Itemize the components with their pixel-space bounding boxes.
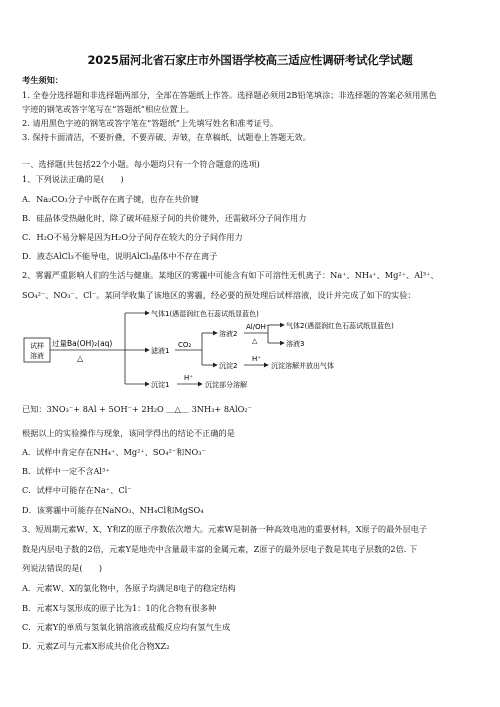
question-1-option-c: C．H₂O不易分解是因为H₂O分子间存在较大的分子间作用力	[22, 232, 243, 242]
question-3-option-a: A．元素W、X的氯化物中，各原子均满足8电子的稳定结构	[22, 583, 236, 593]
al-oh-label: Al/OH⁻	[246, 323, 270, 331]
question-3-stem: 数是内层电子数的2倍，元素Y是地壳中含量最丰富的金属元素，Z原子的最外层电子数是其电子层数的2倍. 下	[22, 544, 418, 554]
question-1-option-b: B．硅晶体受热融化时，除了破坏硅原子间的共价键外，还需破坏分子间作用力	[22, 213, 307, 223]
filtrate2-label: 溶液2	[219, 330, 238, 338]
heat-symbol: △	[77, 354, 84, 363]
page-title: 2025届河北省石家庄市外国语学校高三适应性调研考试化学试题	[87, 53, 413, 67]
gas2-label: 气体2(遇湿润红色石蕊试纸显蓝色)	[286, 322, 394, 330]
question-3-option-b: B．元素X与氢形成的原子比为1：1的化合物有很多种	[22, 603, 217, 613]
question-2-ask: 根据以上的实验操作与现象，该同学得出的结论不正确的是	[22, 428, 235, 438]
gas1-label: 气体1(遇湿润红色石蕊试纸显蓝色)	[151, 310, 259, 318]
experiment-flow-diagram	[22, 303, 482, 398]
question-2-option-d: D．该雾霾中可能存在NaNO₃、NH₄Cl和MgSO₄	[22, 505, 204, 515]
h-plus-label-2: H⁺	[184, 374, 193, 382]
reagent-label: 过量Ba(OH)₂(aq)	[52, 339, 113, 348]
h-plus-label: H⁺	[252, 355, 261, 363]
precip1-result: 沉淀部分溶解	[205, 381, 247, 389]
precip1-label: 沉淀1	[151, 381, 170, 389]
section-heading: 一、选择题(共包括22个小题。每小题均只有一个符合题意的选项)	[22, 159, 260, 169]
question-1-option-d: D．液态AlCl₃不能导电，说明AlCl₃晶体中不存在离子	[22, 251, 218, 261]
filtrate1-label: 滤液1	[151, 347, 170, 355]
question-3-option-c: C．元素Y的单质与氢氧化钠溶液或盐酸反应均有氢气生成	[22, 622, 231, 632]
filtrate3-label: 溶液3	[286, 340, 305, 348]
question-2-option-b: B．试样中一定不含Al³⁺	[22, 466, 110, 476]
sample-label: 试样	[30, 342, 44, 350]
co2-label: CO₂	[178, 341, 192, 349]
known-equation: 已知：3NO₃⁻+ 8Al + 5OH⁻+ 2H₂O ＿△＿ 3NH₃+ 8AlO₂⁻	[22, 404, 252, 414]
notice-item: 3. 保持卡面清洁，不要折叠，不要弄破、弄皱，在草稿纸、试题卷上答题无效。	[22, 132, 311, 142]
precip2-result: 沉淀溶解并放出气体	[271, 362, 334, 370]
question-3-option-d: D．元素Z可与元素X形成共价化合物XZ₂	[22, 641, 170, 651]
heat-symbol-2: △	[252, 337, 258, 345]
question-2-option-a: A．试样中肯定存在NH₄⁺、Mg²⁺、SO₄²⁻和NO₃⁻	[22, 447, 206, 457]
notice-heading: 考生须知：	[22, 75, 63, 85]
question-1-stem: 1、下列说法正确的是( )	[22, 174, 124, 184]
question-2-stem: SO₄²⁻、NO₃⁻、Cl⁻。某同学收集了该地区的雾霾，经必要的预处理后试样溶液，设计并完成了如下的实验：	[22, 290, 416, 300]
notice-item: 2. 请用黑色字迹的钢笔或答字笔在“答题纸”上先填写姓名和准考证号。	[22, 118, 279, 128]
question-3-stem: 列说法错误的是( )	[22, 563, 103, 573]
sample-label: 溶液	[30, 352, 44, 360]
question-2-stem: 2、雾霾严重影响人们的生活与健康。某地区的雾霾中可能含有如下可溶性无机离子：Na⁺、NH₄⁺、Mg²⁺、Al³⁺、	[22, 270, 439, 280]
question-3-stem: 3、短周期元素W、X、Y和Z的原子序数依次增大。元素W是制备一种高效电池的重要材料，X原子的最外层电子	[22, 524, 428, 534]
notice-item: 1. 全卷分选择题和非选择题两部分，全部在答题纸上作答。选择题必须用2B铅笔填涂；非选择题的答案必须用黑色	[22, 90, 437, 100]
question-1-option-a: A．Na₂CO₃分子中既存在离子键，也存在共价键	[22, 194, 199, 204]
question-2-option-c: C．试样中可能存在Na⁺、Cl⁻	[22, 485, 132, 495]
notice-item: 字迹的钢笔或答字笔写在“答题纸”相应位置上。	[22, 104, 195, 114]
precip2-label: 沉淀2	[219, 362, 238, 370]
